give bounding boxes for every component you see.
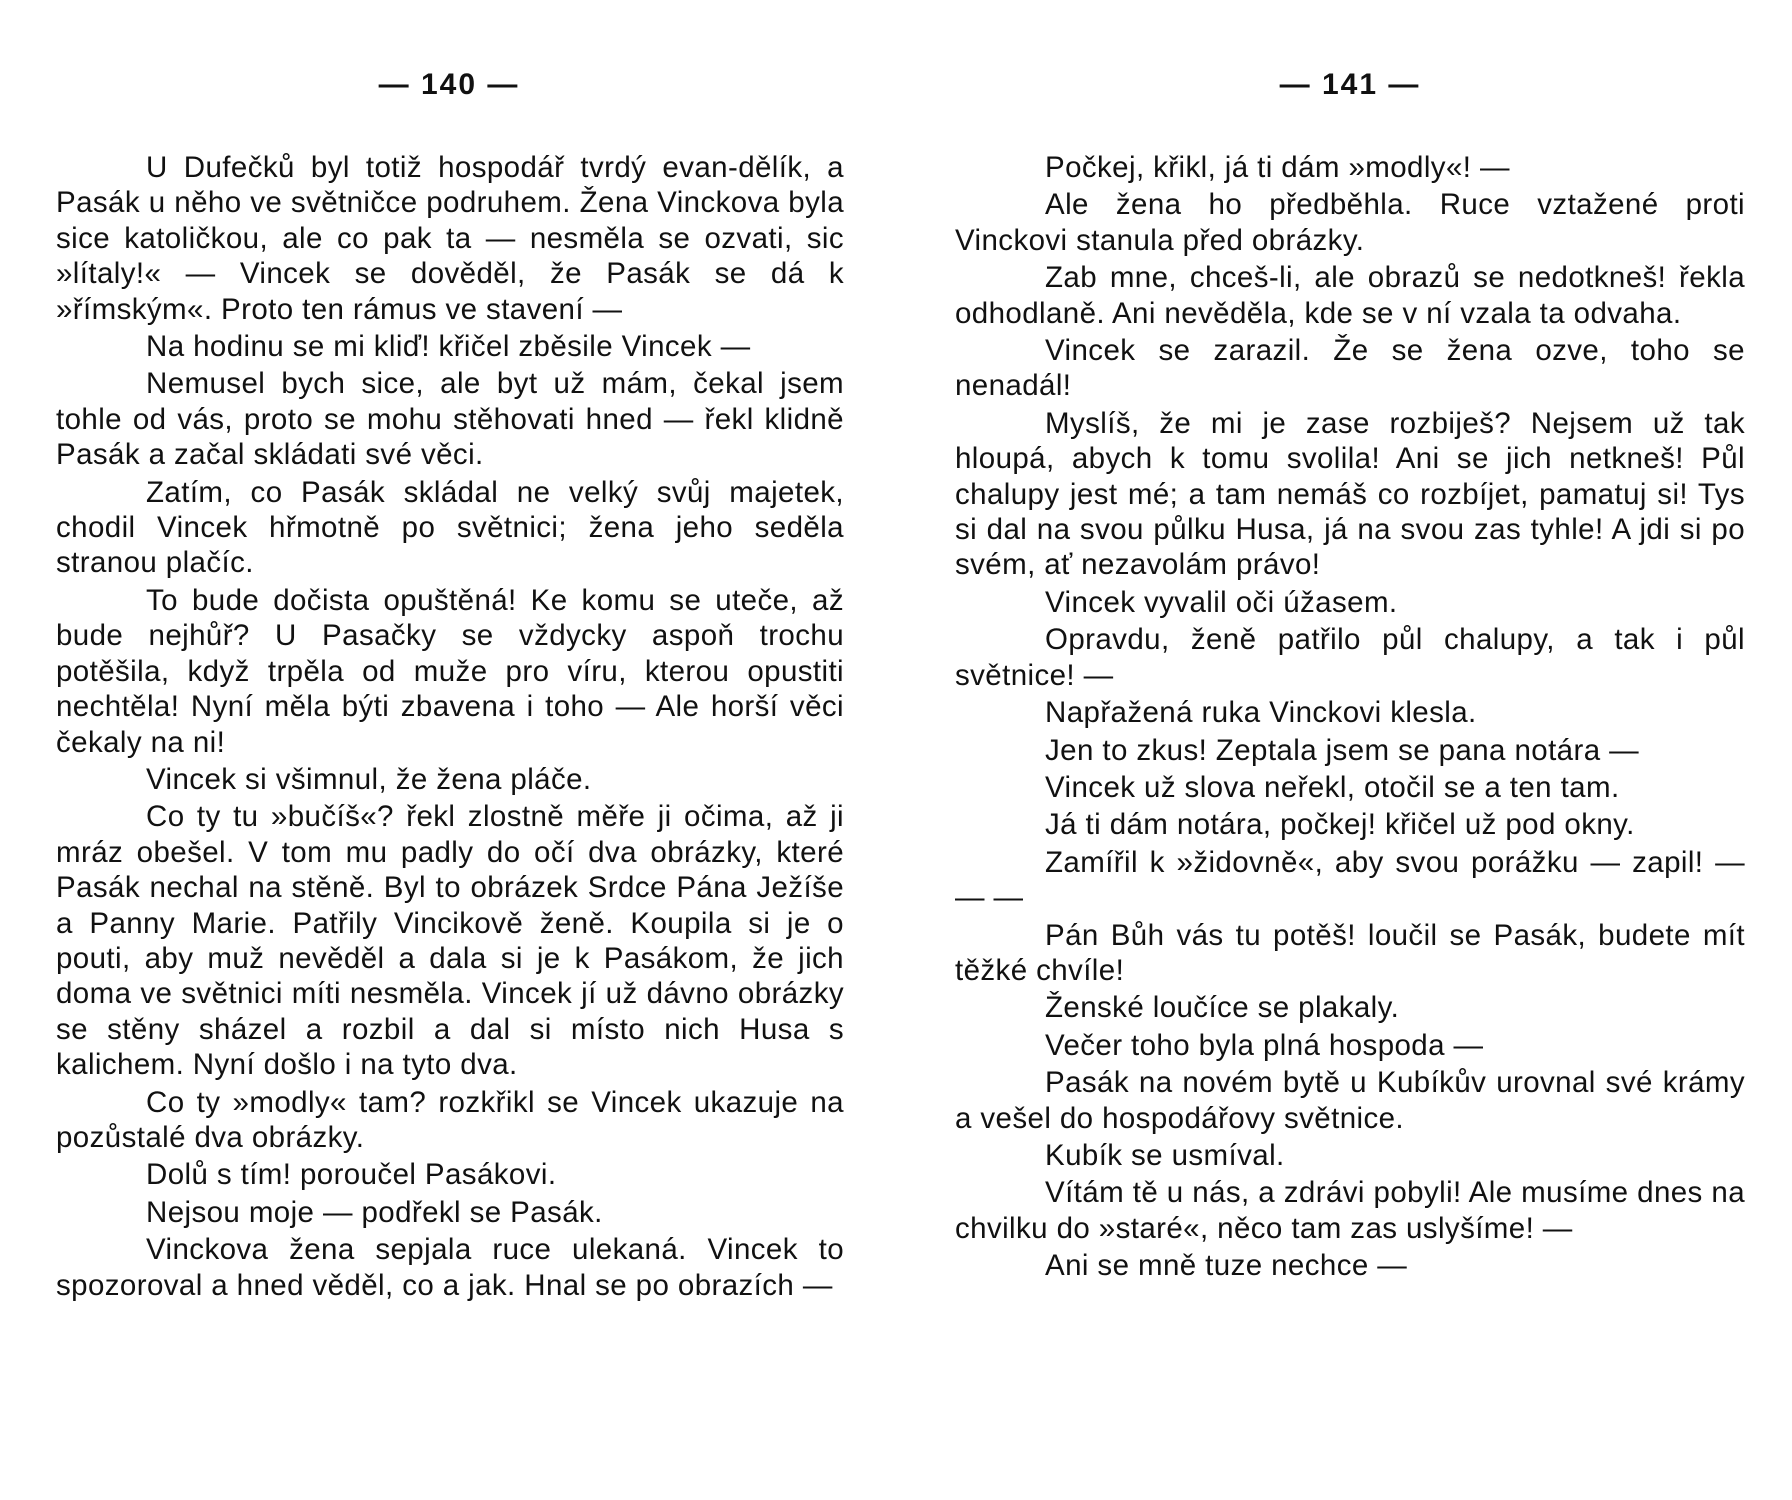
- page-number: — 140 —: [378, 68, 520, 101]
- paragraph: Počkej, křikl, já ti dám »modly«! —: [1045, 151, 1510, 184]
- paragraph: Ani se mně tuze nechce —: [1045, 1249, 1408, 1283]
- paragraph: Nejsou moje — podřekl se Pasák.: [146, 1195, 603, 1229]
- paragraph: Napřažená ruka Vinckovi klesla.: [1045, 696, 1477, 730]
- paragraph: Co ty »modly« tam? rozkřikl se Vincek ukazuje na pozůstalé dva obrázky.: [56, 1085, 844, 1154]
- paragraph: U Dufečků byl totiž hospodář tvrdý evan-dělík, a Pasák u něho ve světničce podruhem. Žena Vinckova byla sice katoličkou, ale co pak ta — nesměla se ozvati, sic »lítaly!« — Vincek se dověděl, že Pasák se dá k »římským«. Proto ten rámus ve stavení —: [56, 151, 844, 326]
- paragraph: Myslíš, že mi je zase rozbiješ? Nejsem už tak hloupá, abych k tomu svolila! Ani se jich netkneš! Půl chalupy jest mé; a tam nemáš co rozbíjet, pamatuj si! Tys si dal na svou půlku Husa, já na svou zas tyhle! A jdi si po svém, ať nezavolám právo!: [955, 406, 1745, 582]
- right-page: [955, 0, 1745, 1500]
- paragraph: Zatím, co Pasák skládal ne velký svůj majetek, chodil Vincek hřmotně po světnici; žena jeho seděla stranou plačíc.: [56, 475, 844, 580]
- left-page: [54, 0, 844, 1500]
- paragraph: Pasák na novém bytě u Kubíkův urovnal své krámy a vešel do hospodářovy světnice.: [955, 1066, 1745, 1135]
- paragraph: Vinckova žena sepjala ruce ulekaná. Vincek to spozoroval a hned věděl, co a jak. Hnal se po obrazích —: [56, 1233, 844, 1302]
- paragraph: Na hodinu se mi kliď! křičel zběsile Vincek —: [146, 330, 751, 364]
- paragraph: Opravdu, ženě patřilo půl chalupy, a tak i půl světnice! —: [955, 623, 1745, 692]
- page-number: — 141 —: [1279, 68, 1421, 101]
- text-column: [56, 150, 844, 1305]
- paragraph: Ale žena ho předběhla. Ruce vztažené proti Vinckovi stanula před obrázky.: [955, 188, 1745, 257]
- paragraph: To bude dočista opuštěná! Ke komu se uteče, až bude nejhůř? U Pasačky se vždycky aspoň trochu potěšila, když trpěla od muže pro víru, kterou opustiti nechtěla! Nyní měla býti zbavena i toho — Ale horší věci čekaly na ni!: [56, 583, 844, 759]
- paragraph: Já ti dám notára, počkej! křičel už pod okny.: [1045, 808, 1635, 842]
- paragraph: Vincek si všimnul, že žena pláče.: [146, 762, 592, 796]
- paragraph: Zamířil k »židovně«, aby svou porážku — zapil! — — —: [955, 845, 1745, 915]
- paragraph: Vincek už slova neřekl, otočil se a ten tam.: [1045, 770, 1620, 804]
- paragraph: Ženské loučíce se plakaly.: [1045, 991, 1400, 1025]
- paragraph: Vincek vyvalil oči úžasem.: [1045, 585, 1398, 619]
- paragraph: Jen to zkus! Zeptala jsem se pana notára —: [1045, 733, 1639, 767]
- paragraph: Co ty tu »bučíš«? řekl zlostně měře ji očima, až ji mráz obešel. V tom mu padly do očí dva obrázky, které Pasák nechal na stěně. Byl to obrázek Srdce Pána Ježíše a Panny Marie. Patřily Vincikově ženě. Koupila si je o pouti, aby muž nevěděl a dala si je k Pasákom, že jich doma ve světnici míti nesměla. Vincek jí už dávno obrázky se stěny sházel a rozbil a dal si místo nich Husa s kalichem. Nyní došlo i na tyto dva.: [56, 800, 844, 1082]
- paragraph: Zab mne, chceš-li, ale obrazů se nedotkneš! řekla odhodlaně. Ani nevěděla, kde se v ní vzala ta odvaha.: [955, 261, 1745, 330]
- paragraph: Pán Bůh vás tu potěš! loučil se Pasák, budete mít těžké chvíle!: [955, 918, 1745, 987]
- paragraph: Kubík se usmíval.: [1045, 1138, 1285, 1172]
- paragraph: Nemusel bych sice, ale byt už mám, čekal jsem tohle od vás, proto se mohu stěhovati hned — řekl klidně Pasák a začal skládati své věci.: [56, 367, 844, 472]
- paragraph: Večer toho byla plná hospoda —: [1045, 1028, 1484, 1062]
- text-column: [955, 150, 1745, 1286]
- paragraph: Vítám tě u nás, a zdrávi pobyli! Ale musíme dnes na chvilku do »staré«, něco tam zas uslyšíme! —: [955, 1176, 1745, 1245]
- paragraph: Dolů s tím! poroučel Pasákovi.: [146, 1158, 557, 1192]
- paragraph: Vincek se zarazil. Že se žena ozve, toho se nenadál!: [955, 334, 1745, 403]
